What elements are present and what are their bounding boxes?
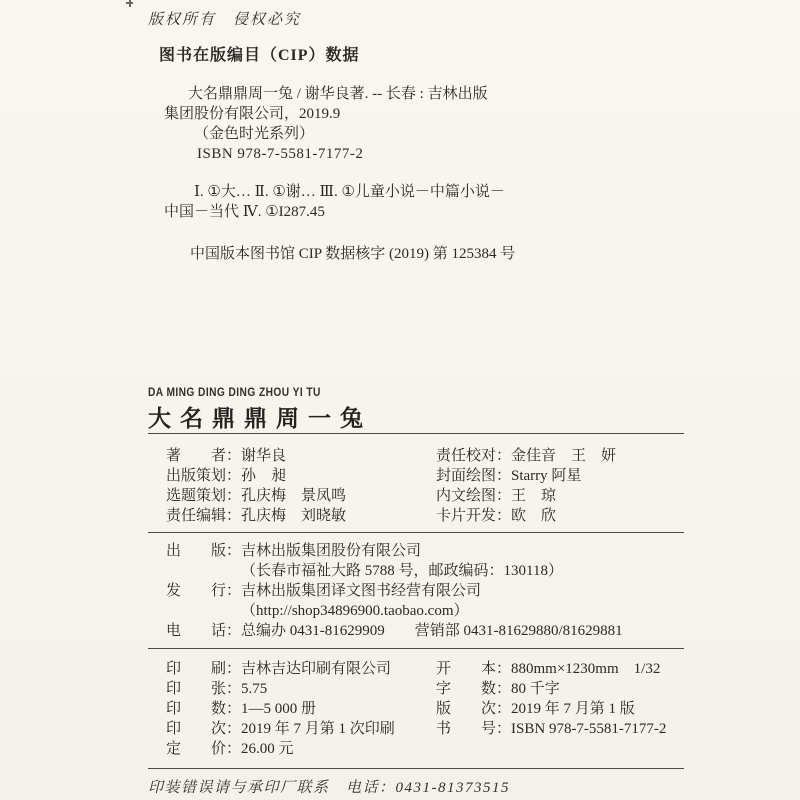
price-value: 26.00 元 [241, 741, 294, 757]
publishing-label: 电话 [166, 623, 226, 639]
label-colon: ： [496, 488, 512, 504]
label-colon: ： [496, 721, 512, 737]
cip-registry-line: 中国版本图书馆 CIP 数据核字 (2019) 第 125384 号 [190, 246, 516, 262]
phone-numbers: 总编办 0431-81629909 营销部 0431-81629880/81629881 [241, 623, 623, 639]
label-colon: ： [226, 721, 242, 737]
printing-row [166, 679, 395, 699]
publishing-section [166, 541, 623, 641]
printing-label: 印次 [166, 721, 226, 737]
print-registration-mark [126, 0, 133, 7]
printing-value: 2019 年 7 月第 1 版 [511, 701, 635, 717]
credit-row [166, 506, 346, 526]
divider-rule [148, 768, 684, 769]
publishing-row [166, 601, 623, 621]
label-colon: ： [226, 448, 242, 464]
printing-value: 2019 年 7 月第 1 次印刷 [241, 721, 395, 737]
credit-value: 欧 欣 [511, 508, 557, 524]
printing-row [166, 719, 395, 739]
printing-value: 吉林吉达印刷有限公司 [241, 661, 392, 677]
printing-value: 880mm×1230mm 1/32 [511, 661, 661, 677]
label-colon: ： [226, 583, 242, 599]
label-colon: ： [226, 661, 242, 677]
publishing-row [166, 621, 623, 641]
label-colon: ： [496, 701, 512, 717]
cip-heading: 图书在版编目（CIP）数据 [159, 47, 360, 64]
cip-entry-block [164, 84, 488, 164]
misprint-contact-note: 印装错误请与承印厂联系 电话：0431-81373515 [148, 780, 510, 796]
printing-row [436, 659, 666, 679]
credit-label: 著者 [166, 448, 226, 464]
credit-value: 谢华良 [241, 448, 287, 464]
printing-row [166, 659, 395, 679]
printing-label: 版次 [436, 701, 496, 717]
credit-label: 责任编辑 [166, 508, 227, 524]
publisher-address: （长春市福祉大路 5788 号，邮政编码：130118） [241, 563, 563, 579]
credit-row [166, 486, 346, 506]
credit-label: 出版策划 [166, 468, 227, 484]
credit-row [166, 446, 346, 466]
book-title: 大名鼎鼎周一兔 [148, 406, 372, 431]
printing-row [436, 699, 666, 719]
printing-label: 印张 [166, 681, 226, 697]
label-colon: ： [226, 741, 242, 757]
label-colon: ： [226, 681, 242, 697]
copyright-notice: 版权所有 侵权必究 [148, 12, 302, 28]
printing-left-column [166, 659, 395, 759]
cip-classification-line: 中国－当代 Ⅳ. ①I287.45 [164, 204, 325, 220]
credit-row [436, 466, 616, 486]
credits-left-column [166, 446, 346, 526]
label-colon: ： [226, 508, 242, 524]
credit-value: 孔庆梅 刘晓敏 [241, 508, 347, 524]
publishing-row [166, 561, 623, 581]
printing-label: 印数 [166, 701, 226, 717]
publishing-label: 出版 [166, 543, 226, 559]
printing-value: 80 千字 [511, 681, 560, 697]
distributor-url: （http://shop34896900.taobao.com） [241, 603, 469, 619]
cip-series-line: （金色时光系列） [194, 126, 315, 142]
isbn-value: ISBN 978-7-5581-7177-2 [511, 721, 667, 737]
printing-label: 定价 [166, 741, 226, 757]
credit-label: 选题策划 [166, 488, 227, 504]
label-colon: ： [226, 623, 242, 639]
divider-rule [148, 648, 684, 649]
label-colon: ： [496, 468, 512, 484]
printing-row [166, 699, 395, 719]
publishing-value: 吉林出版集团译文图书经营有限公司 [241, 583, 482, 599]
printing-value: 5.75 [241, 681, 268, 697]
credit-row [436, 506, 616, 526]
printing-value: 1—5 000 册 [241, 701, 317, 717]
credit-value: 孔庆梅 景凤鸣 [241, 488, 347, 504]
cip-classification-block [164, 182, 505, 222]
printing-row [166, 739, 395, 759]
printing-row [436, 719, 666, 739]
book-title-pinyin: DA MING DING DING ZHOU YI TU [148, 385, 321, 399]
cip-classification-line: Ⅰ. ①大… Ⅱ. ①谢… Ⅲ. ①儿童小说－中篇小说－ [194, 184, 505, 200]
label-colon: ： [496, 448, 512, 464]
credit-value: 王 琼 [511, 488, 557, 504]
cip-entry-line: 集团股份有限公司，2019.9 [164, 106, 341, 122]
label-colon: ： [226, 488, 242, 504]
credit-label: 内文绘图 [436, 488, 497, 504]
label-colon: ： [226, 543, 242, 559]
credit-value: Starry 阿星 [511, 468, 582, 484]
label-colon: ： [226, 468, 242, 484]
publishing-value: 吉林出版集团股份有限公司 [241, 543, 422, 559]
printing-label: 书号 [436, 721, 496, 737]
printing-row [436, 679, 666, 699]
cip-entry-line: 大名鼎鼎周一兔 / 谢华良著. -- 长春 : 吉林出版 [188, 86, 488, 102]
label-colon: ： [226, 701, 242, 717]
publishing-label: 发行 [166, 583, 226, 599]
divider-rule [148, 433, 684, 434]
credit-row [436, 486, 616, 506]
label-colon: ： [496, 661, 512, 677]
credit-row [436, 446, 616, 466]
credit-value: 孙 昶 [241, 468, 287, 484]
publishing-row [166, 581, 623, 601]
credit-label: 责任校对 [436, 448, 497, 464]
publishing-row [166, 541, 623, 561]
credit-value: 金佳音 王 妍 [511, 448, 617, 464]
credit-row [166, 466, 346, 486]
label-colon: ： [496, 681, 512, 697]
divider-rule [148, 532, 684, 533]
printing-right-column [436, 659, 666, 739]
credit-label: 卡片开发 [436, 508, 497, 524]
credit-label: 封面绘图 [436, 468, 497, 484]
printing-label: 印刷 [166, 661, 226, 677]
cip-isbn-line: ISBN 978-7-5581-7177-2 [197, 146, 364, 162]
label-colon: ： [496, 508, 512, 524]
printing-label: 开本 [436, 661, 496, 677]
printing-label: 字数 [436, 681, 496, 697]
credits-right-column [436, 446, 616, 526]
